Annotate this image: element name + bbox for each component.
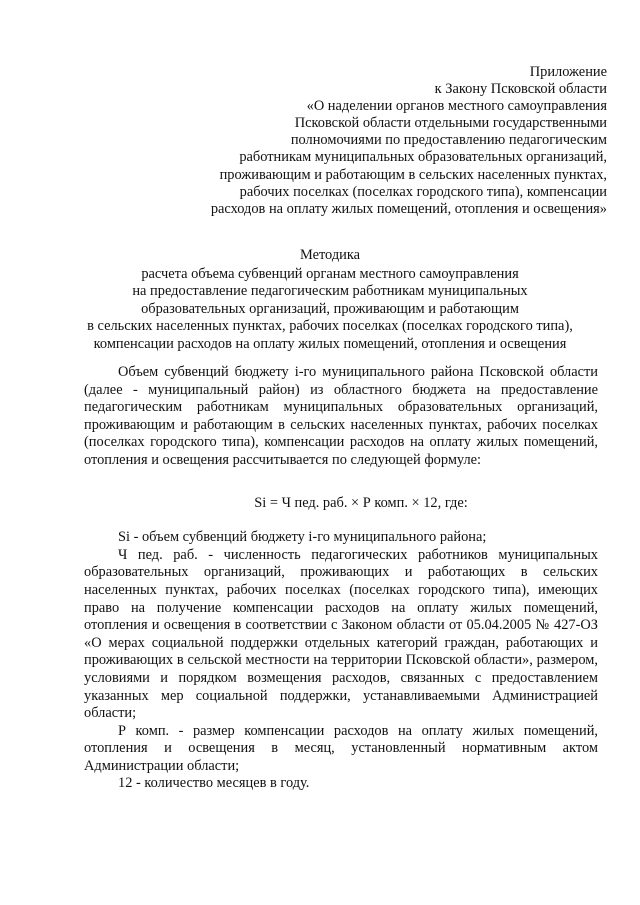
appendix-line: полномочиями по предоставлению педагогическим [290,132,607,149]
definition-12: 12 - количество месяцев в году. [118,775,310,792]
appendix-line: рабочих поселках (поселках городского типа), компенсации [239,183,607,200]
title-line: на предоставление педагогическим работникам муниципальных [132,283,528,300]
title-line: расчета объема субвенций органам местного самоуправления [141,265,519,282]
appendix-line: проживающим и работающим в сельских населенных пунктах, [219,166,607,183]
definition-ch-ped-rab: Ч пед. раб. - численность педагогических работников муниципальных образовательных организаций, проживающих и работающих в сельских населенных пунктах, рабочих поселках (поселках городского типа), имеющих право на получение компенсации расходов на оплату жилых помещений, отопления и освещения в соответствии с Законом области от 05.04.2005 № 427-ОЗ «О мерах социальной поддержки отдельных категорий граждан, работающих и проживающих в сельской местности на территории Псковской области», размером, условиями и порядком возмещения расходов, связанных с предоставлением указанных мер социальной поддержки, устанавливаемыми Администрацией области; [84,546,598,722]
title-line: в сельских населенных пунктах, рабочих поселках (поселках городского типа), [87,318,573,335]
appendix-line: расходов на оплату жилых помещений, отопления и освещения» [210,200,607,217]
formula: Si = Ч пед. раб. × Р комп. × 12, где: [254,494,468,511]
document-title [60,247,600,354]
intro-paragraph: Объем субвенций бюджету i-го муниципального района Псковской области (далее - муниципальный район) из областного бюджета на предоставление педагогическим работникам муниципальных образовательных организаций, проживающим и работающим в сельских населенных пунктах, рабочих поселках (поселках городского типа), компенсации расходов на оплату жилых помещений, отопления и освещения рассчитывается по следующей формуле: [84,364,598,468]
definition-r-komp: Р комп. - размер компенсации расходов на оплату жилых помещений, отопления и освещения в месяц, установленный нормативным актом Администрации области; [84,722,598,774]
appendix-line: работникам муниципальных образовательных организаций, [239,149,607,166]
title-heading: Методика [299,247,361,263]
appendix-line: «О наделении органов местного самоуправления [306,98,607,115]
appendix-line: Приложение [529,64,607,80]
definition-si: Si - объем субвенций бюджету i-го муниципального района; [118,529,487,546]
appendix-line: к Закону Псковской области [434,81,607,98]
title-line: компенсации расходов на оплату жилых помещений, отопления и освещения [93,335,567,352]
appendix-line: Псковской области отдельными государственными [294,115,607,132]
appendix-header [147,64,607,218]
title-line: образовательных организаций, проживающим и работающим [141,300,519,317]
document-body [84,364,598,793]
